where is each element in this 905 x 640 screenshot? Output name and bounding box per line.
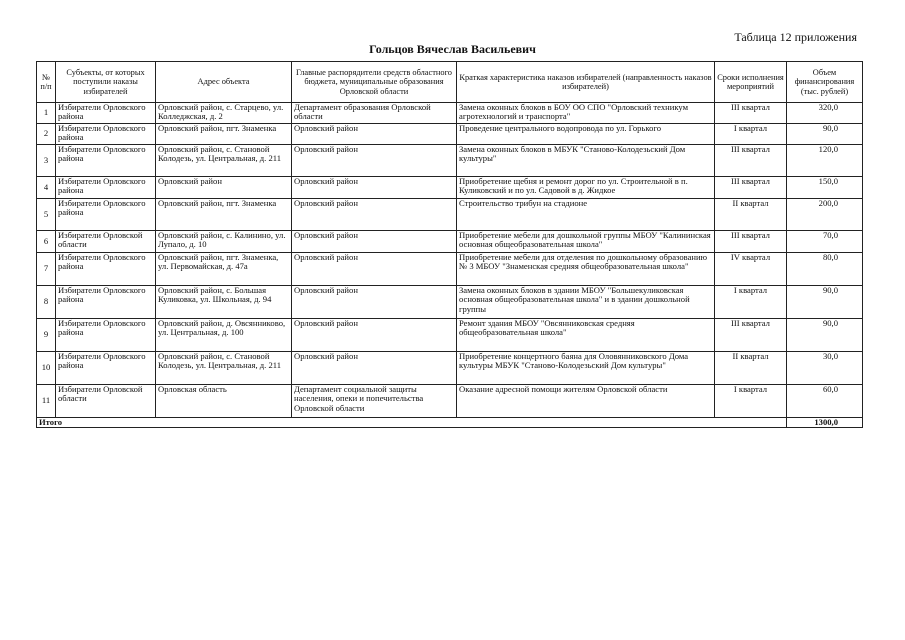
row-period: I квартал [715,385,787,418]
table-row [37,199,863,231]
row-subject: Избиратели Орловского района [56,177,156,199]
row-period: III квартал [715,319,787,352]
row-manager: Орловский район [292,145,457,177]
table-row [37,145,863,177]
row-num: 1 [37,103,56,124]
header-subject: Субъекты, от которых поступили наказы избирателей [56,62,156,103]
row-amount: 30,0 [787,352,863,385]
row-period: III квартал [715,177,787,199]
row-amount: 90,0 [787,319,863,352]
row-subject: Избиратели Орловского района [56,253,156,286]
table-row [37,177,863,199]
row-num: 3 [37,145,56,177]
row-manager: Орловский район [292,199,457,231]
row-manager: Орловский район [292,124,457,145]
row-subject: Избиратели Орловского района [56,145,156,177]
row-description: Приобретение мебели для дошкольной группы МБОУ "Калининская основная общеобразовательная школа" [457,231,715,253]
row-description: Оказание адресной помощи жителям Орловской области [457,385,715,418]
row-manager: Департамент социальной защиты населения, опеки и попечительства Орловской области [292,385,457,418]
row-address: Орловский район, пгт. Знаменка, ул. Первомайская, д. 47а [156,253,292,286]
row-address: Орловский район, с. Большая Куликовка, ул. Школьная, д. 94 [156,286,292,319]
row-subject: Избиратели Орловской области [56,231,156,253]
row-address: Орловский район, с. Старцево, ул. Колледжская, д. 2 [156,103,292,124]
header-address: Адрес объекта [156,62,292,103]
row-num: 9 [37,319,56,352]
table-row [37,286,863,319]
row-num: 5 [37,199,56,231]
row-manager: Орловский район [292,253,457,286]
row-num: 8 [37,286,56,319]
row-manager: Орловский район [292,286,457,319]
row-num: 2 [37,124,56,145]
row-amount: 320,0 [787,103,863,124]
row-amount: 60,0 [787,385,863,418]
row-num: 11 [37,385,56,418]
row-amount: 150,0 [787,177,863,199]
table-row [37,231,863,253]
row-num: 6 [37,231,56,253]
deputy-name: Гольцов Вячеслав Васильевич [369,42,536,56]
row-period: III квартал [715,231,787,253]
row-period: I квартал [715,286,787,319]
header-amount: Объем финансирования (тыс. рублей) [787,62,863,103]
row-period: III квартал [715,145,787,177]
row-subject: Избиратели Орловского района [56,352,156,385]
table-header-row [37,62,863,103]
row-subject: Избиратели Орловского района [56,124,156,145]
table-row [37,319,863,352]
row-description: Приобретение мебели для отделения по дошкольному образованию № 3 МБОУ "Знаменская средняя общеобразовательная школа" [457,253,715,286]
total-row [37,418,863,428]
row-description: Приобретение щебня и ремонт дорог по ул. Строительной в п. Куликовский и по ул. Садовой в д. Жидкое [457,177,715,199]
row-address: Орловский район, пгт. Знаменка [156,199,292,231]
row-subject: Избиратели Орловского района [56,286,156,319]
table-row [37,103,863,124]
row-manager: Орловский район [292,352,457,385]
row-address: Орловский район, д. Овсянниково, ул. Центральная, д. 100 [156,319,292,352]
row-num: 4 [37,177,56,199]
row-description: Замена оконных блоков в МБУК "Станово-Колодезьский Дом культуры" [457,145,715,177]
row-period: IV квартал [715,253,787,286]
table-row [37,352,863,385]
row-subject: Избиратели Орловского района [56,199,156,231]
row-address: Орловский район, с. Становой Колодезь, ул. Центральная, д. 211 [156,145,292,177]
row-period: II квартал [715,199,787,231]
row-description: Приобретение концертного баяна для Оловянниковского Дома культуры МБУК "Станово-Колодезьский Дом культуры" [457,352,715,385]
row-description: Проведение центрального водопровода по ул. Горького [457,124,715,145]
table-row [37,385,863,418]
row-num: 10 [37,352,56,385]
row-address: Орловский район, с. Становой Колодезь, ул. Центральная, д. 211 [156,352,292,385]
row-amount: 70,0 [787,231,863,253]
row-manager: Орловский район [292,177,457,199]
total-label: Итого [37,418,787,428]
row-period: II квартал [715,352,787,385]
voter-mandates-table [36,61,863,428]
table-row [37,124,863,145]
row-subject: Избиратели Орловского района [56,103,156,124]
total-amount: 1300,0 [787,418,863,428]
row-description: Замена оконных блоков в здании МБОУ "Большекуликовская основная общеобразовательная школа" и в здании дошкольной группы [457,286,715,319]
row-address: Орловский район [156,177,292,199]
row-amount: 90,0 [787,124,863,145]
row-description: Ремонт здания МБОУ "Овсянниковская средняя общеобразовательная школа" [457,319,715,352]
header-num: № п/п [37,62,56,103]
row-address: Орловская область [156,385,292,418]
header-manager: Главные распорядители средств областного бюджета, муниципальные образования Орловской области [292,62,457,103]
row-description: Строительство трибун на стадионе [457,199,715,231]
row-period: III квартал [715,103,787,124]
row-subject: Избиратели Орловского района [56,319,156,352]
row-num: 7 [37,253,56,286]
row-amount: 200,0 [787,199,863,231]
header-period: Сроки исполнения мероприятий [715,62,787,103]
row-amount: 90,0 [787,286,863,319]
row-address: Орловский район, с. Калинино, ул. Лупало, д. 10 [156,231,292,253]
row-manager: Орловский район [292,319,457,352]
table-row [37,253,863,286]
row-amount: 120,0 [787,145,863,177]
row-subject: Избиратели Орловской области [56,385,156,418]
row-address: Орловский район, пгт. Знаменка [156,124,292,145]
row-description: Замена оконных блоков в БОУ ОО СПО "Орловский техникум агротехнологий и транспорта" [457,103,715,124]
row-period: I квартал [715,124,787,145]
row-amount: 80,0 [787,253,863,286]
row-manager: Орловский район [292,231,457,253]
row-manager: Департамент образования Орловской области [292,103,457,124]
appendix-label: Таблица 12 приложения [734,30,857,44]
header-description: Краткая характеристика наказов избирателей (направленность наказов избирателей) [457,62,715,103]
